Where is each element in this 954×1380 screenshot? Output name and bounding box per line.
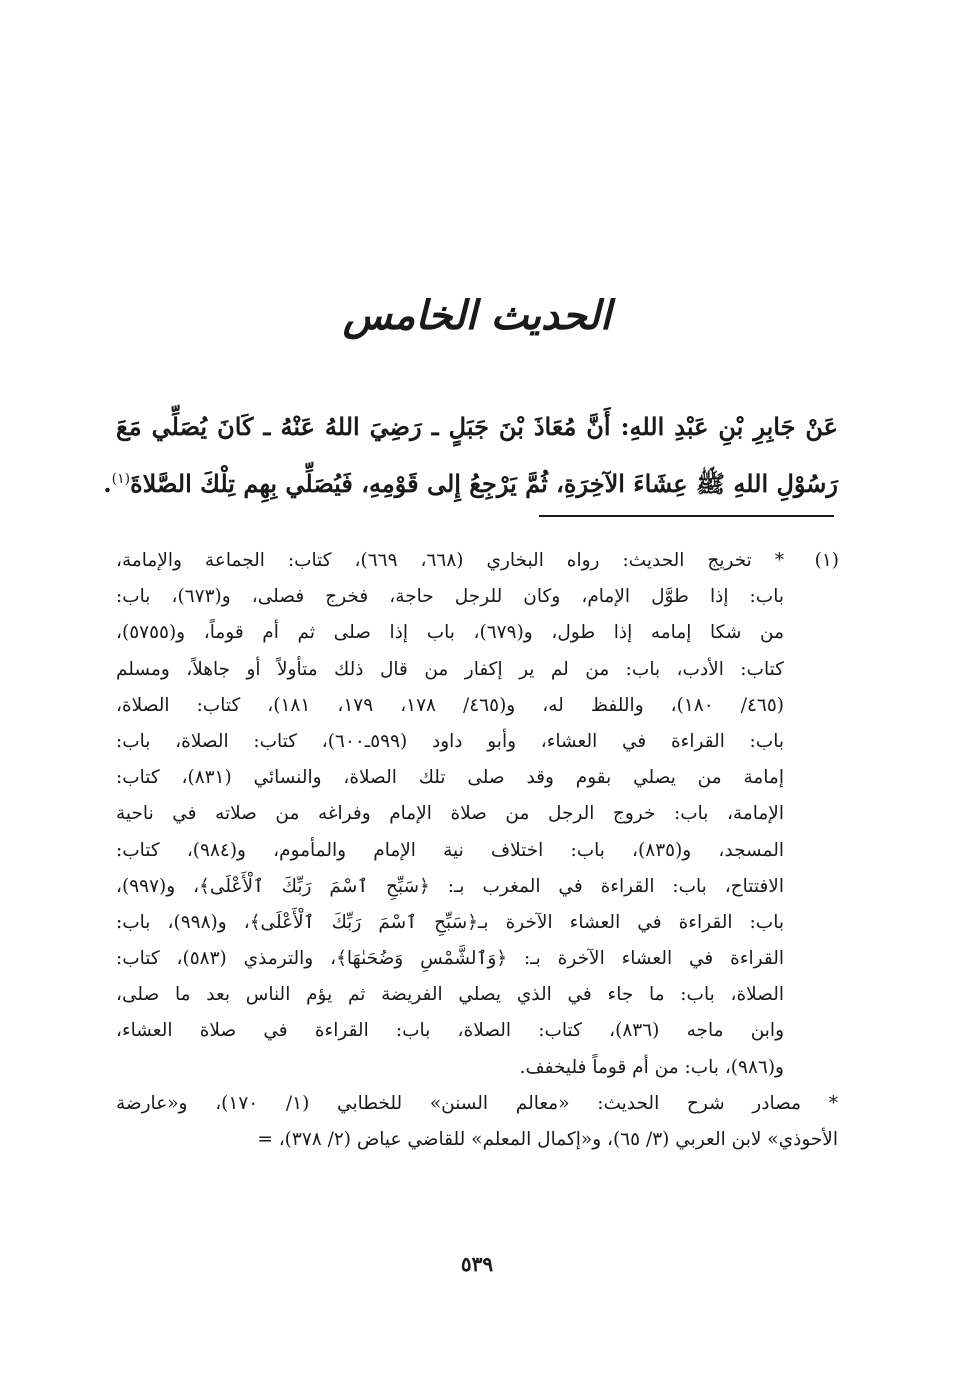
footnote-line: الإمامة، باب: خروج الرجل من صلاة الإمام وفراغه من صلاته في ناحية [116, 803, 784, 825]
footnote-line: المسجد، و(٨٣٥)، باب: اختلاف نية الإمام والمأموم، و(٩٨٤)، كتاب: [116, 839, 784, 861]
section-title: الحديث الخامس [342, 292, 612, 339]
footnote-line: باب: إذا طوَّل الإمام، وكان للرجل حاجة، فخرج فصلى، و(٦٧٣)، باب: [116, 586, 784, 608]
sources-line: * مصادر شرح الحديث: «معالم السنن» للخطابي (١/ ١٧٠)، و«عارضة [116, 1092, 838, 1114]
hadith-line-1: عَنْ جَابِرِ بْنِ عَبْدِ اللهِ: أَنَّ مُعَاذَ بْنَ جَبَلٍ ـ رَضِيَ اللهُ عَنْهُ ـ كَانَ يُصَلِّي مَعَ [116, 412, 838, 441]
footnote-line: من شكا إمامه إذا طول، و(٦٧٩)، باب إذا صلى ثم أم قوماً، و(٥٧٥٥)، [116, 622, 784, 644]
footnote-lines [116, 543, 838, 1158]
hadith-end-mark: . [103, 469, 112, 498]
footnote-line: و(٩٨٦)، باب: من أم قوماً فليخفف. [519, 1056, 784, 1078]
footnote-line: إمامة من يصلي بقوم وقد صلى تلك الصلاة، والنسائي (٨٣١)، كتاب: [116, 767, 784, 789]
page-number: ٥٣٩ [460, 1252, 494, 1276]
hadith-text [103, 400, 838, 510]
hadith-line-2-text: رَسُوْلِ اللهِ ﷺ عِشَاءَ الآخِرَةِ، ثُمَّ يَرْجِعُ إِلى قَوْمِهِ، فَيُصَلِّي بِهِم تِلْكَ الصَّلاةَ [130, 469, 838, 498]
footnote-divider [539, 515, 834, 517]
footnote-line: الصلاة، باب: ما جاء في الذي يصلي الفريضة ثم يؤم الناس بعد ما صلى، [116, 984, 784, 1006]
footnote-line: الافتتاح، باب: القراءة في المغرب بـ: ﴿سَبِّحِ ٱسْمَ رَبِّكَ ٱلْأَعْلَى﴾، و(٩٩٧)، [116, 875, 784, 897]
footnote-line: القراءة في العشاء الآخرة بـ: ﴿وَٱلشَّمْسِ وَضُحَىٰهَا﴾، والترمذي (٥٨٣)، كتاب: [116, 948, 784, 970]
footnote-block [116, 543, 838, 1158]
hadith-line-2 [103, 453, 838, 510]
footnote-line: * تخريج الحديث: رواه البخاري (٦٦٨، ٦٦٩)، كتاب: الجماعة والإمامة، [116, 550, 784, 571]
footnote-line: كتاب: الأدب، باب: من لم ير إكفار من قال ذلك متأولاً أو جاهلاً، ومسلم [116, 658, 784, 680]
footnote-ref: (١) [111, 471, 131, 487]
footnote-line: باب: القراءة في العشاء، وأبو داود (٥٩٩ـ٦٠٠)، كتاب: الصلاة، باب: [116, 730, 784, 752]
sources-line: الأحوذي» لابن العربي (٣/ ٦٥)، و«إكمال المعلم» للقاضي عياض (٢/ ٣٧٨)، = [257, 1129, 838, 1150]
footnote-marker: (١) [814, 550, 839, 571]
footnote-line: (٤٦٥/ ١٨٠)، واللفظ له، و(٤٦٥/ ١٧٨، ١٧٩، ١٨١)، كتاب: الصلاة، [116, 694, 784, 716]
footnote-line: باب: القراءة في العشاء الآخرة بـ﴿سَبِّحِ ٱسْمَ رَبِّكَ ٱلْأَعْلَى﴾، و(٩٩٨)، باب: [116, 911, 784, 933]
footnote-line: وابن ماجه (٨٣٦)، كتاب: الصلاة، باب: القراءة في صلاة العشاء، [116, 1020, 784, 1042]
